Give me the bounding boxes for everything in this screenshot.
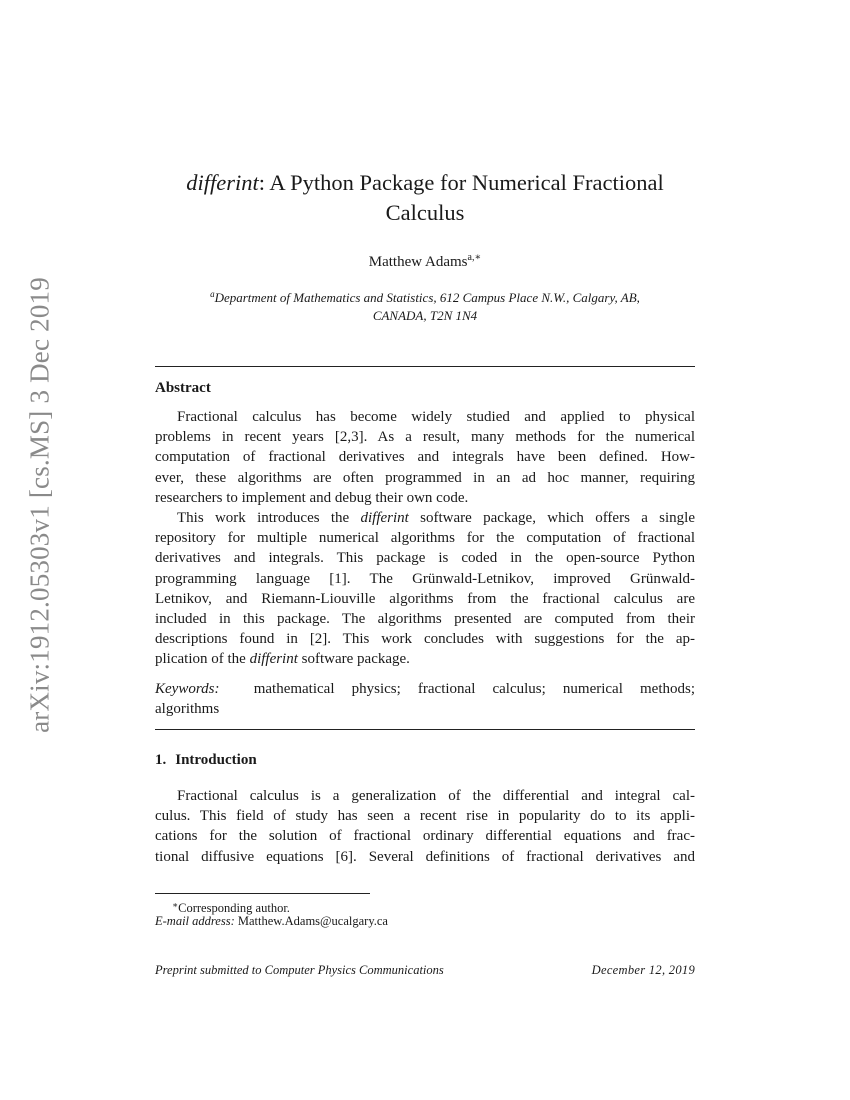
abstract-p1-line: Fractional calculus has become widely studied and applied to physical <box>177 409 695 425</box>
intro-line: tional diffusive equations [6]. Several definitions of fractional derivatives and <box>155 848 695 865</box>
arxiv-id: arXiv:1912.05303v1 [cs.MS] 3 Dec 2019 <box>24 277 55 733</box>
keywords <box>155 679 695 719</box>
author-line <box>155 252 695 271</box>
footer-date: December 12, 2019 <box>591 963 695 977</box>
section-heading <box>155 752 257 769</box>
package-name-italic: differint <box>249 651 298 668</box>
intro-line: culus. This field of study has seen a recent rise in popularity do to its appli- <box>155 808 695 825</box>
footnote-text: Corresponding author. <box>178 901 290 915</box>
abstract-p2-line: repository for multiple numerical algorithms for the computation of fractional <box>155 530 695 547</box>
introduction-paragraph <box>155 786 695 867</box>
abstract-heading: Abstract <box>155 380 211 396</box>
author-marks: a,∗ <box>467 252 482 263</box>
keywords-label: Keywords: <box>155 681 220 697</box>
abstract-p1-line: computation of fractional derivatives and integrals have been defined. How- <box>155 449 695 466</box>
abstract-p2-line: derivatives and integrals. This package is coded in the open-source Python <box>155 550 695 567</box>
paper-title <box>155 168 695 228</box>
intro-line: cations for the solution of fractional ordinary differential equations and frac- <box>155 828 695 845</box>
affiliation-line1: Department of Mathematics and Statistics, 612 Campus Place N.W., Calgary, AB, <box>214 290 640 305</box>
package-name-italic: differint <box>360 510 409 526</box>
keywords-list: mathematical physics; fractional calculus; numerical methods; <box>253 681 696 697</box>
abstract-paragraph-2 <box>155 508 695 670</box>
abstract-p1-line: problems in recent years [2,3]. As a result, many methods for the numerical <box>155 429 695 446</box>
abstract-p2-text: software package, which offers a single <box>408 510 695 526</box>
keywords-list-cont: algorithms <box>155 701 220 718</box>
abstract-p2-text: software package. <box>297 651 410 668</box>
title-line1: : A Python Package for Numerical Fractional <box>258 170 664 195</box>
affiliation-mark: a <box>210 289 215 299</box>
email-label: E-mail address: <box>155 914 235 928</box>
author-name: Matthew Adams <box>368 254 468 270</box>
abstract-p2-text: plication of the <box>155 651 250 668</box>
abstract-p2-line: descriptions found in [2]. This work concludes with suggestions for the ap- <box>155 631 695 648</box>
section-number: 1. <box>155 752 167 768</box>
abstract-p2-line: Letnikov, and Riemann-Liouville algorithms from the fractional calculus are <box>155 590 695 607</box>
intro-line: Fractional calculus is a generalization of the differential and integral cal- <box>177 788 695 804</box>
title-line2: Calculus <box>385 200 465 225</box>
abstract-p1-line: ever, these algorithms are often programmed in an ad hoc manner, requiring <box>155 469 695 486</box>
footnote-email <box>155 913 388 930</box>
title-package-name: differint <box>186 170 259 195</box>
affiliation <box>155 285 695 325</box>
email-address: Matthew.Adams@ucalgary.ca <box>237 914 388 928</box>
abstract-p1-line: researchers to implement and debug their own code. <box>155 489 469 506</box>
footnote-mark: ∗ <box>172 900 179 910</box>
abstract-p2-text: This work introduces the <box>177 510 361 526</box>
abstract-paragraph-1 <box>155 407 695 508</box>
abstract-top-rule <box>155 366 695 367</box>
abstract-p2-line: included in this package. The algorithms presented are computed from their <box>155 611 695 628</box>
abstract-p2-line: programming language [1]. The Grünwald-Letnikov, improved Grünwald- <box>155 570 695 587</box>
footer-preprint: Preprint submitted to Computer Physics Communications <box>155 963 444 977</box>
footnote-rule <box>155 893 370 894</box>
section-title: Introduction <box>175 752 257 768</box>
affiliation-line2: CANADA, T2N 1N4 <box>372 308 478 323</box>
abstract-bottom-rule <box>155 729 695 730</box>
